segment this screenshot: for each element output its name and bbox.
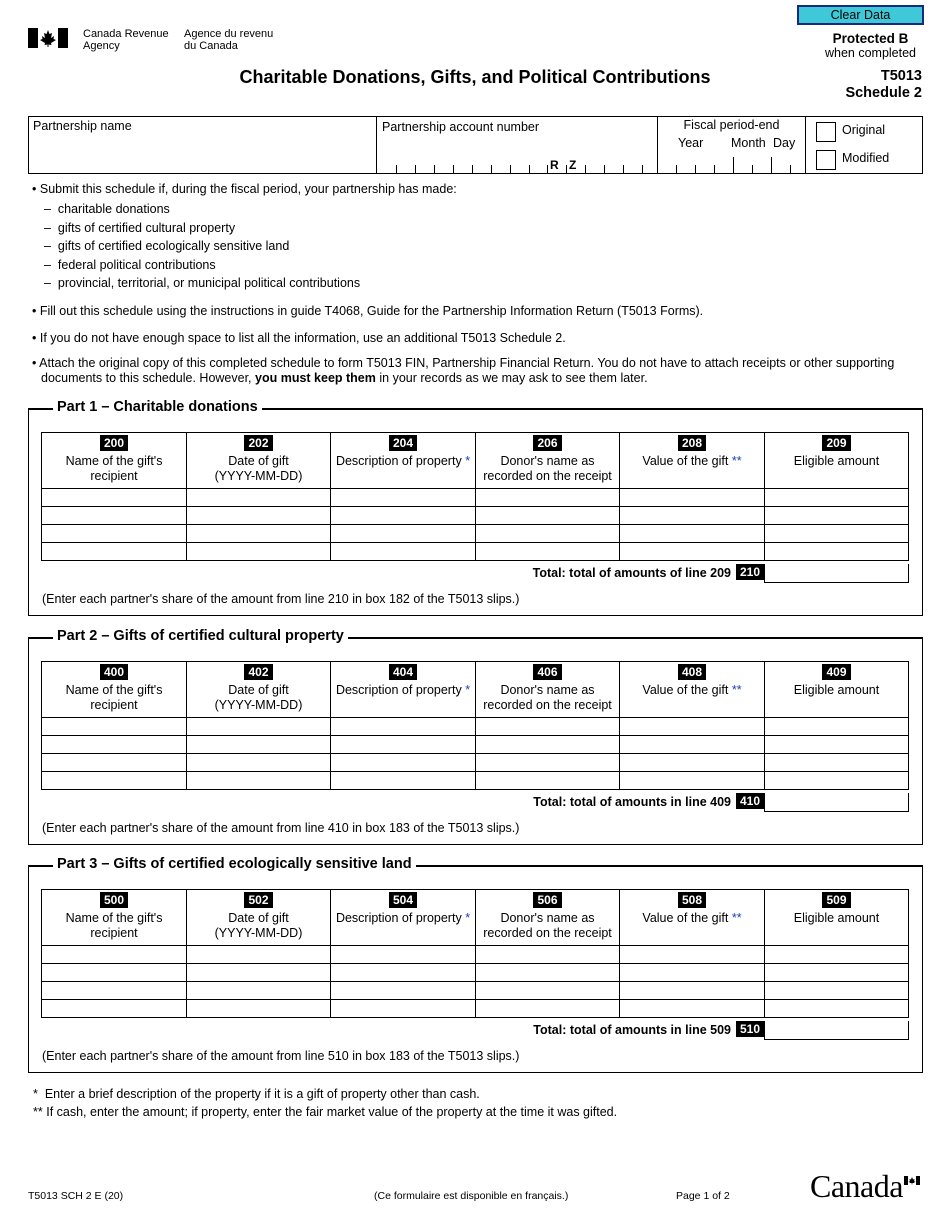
col-header-donor: 206 Donor's name as recorded on the receipt: [476, 433, 620, 489]
table-row: [42, 543, 909, 561]
input-cell[interactable]: [476, 982, 620, 1000]
instruction-item: – federal political contributions: [44, 257, 216, 272]
instruction-item: – gifts of certified cultural property: [44, 220, 236, 235]
original-checkbox[interactable]: [816, 122, 836, 142]
input-cell[interactable]: [187, 543, 331, 561]
page-number: Page 1 of 2: [676, 1190, 730, 1202]
line-code: 506: [533, 892, 561, 908]
part2-total-label: Total: total of amounts in line 409: [533, 795, 731, 809]
page-title: Charitable Donations, Gifts, and Political Contributions: [239, 67, 711, 87]
input-cell[interactable]: [187, 1000, 331, 1018]
modified-checkbox[interactable]: [816, 150, 836, 170]
input-cell[interactable]: [187, 736, 331, 754]
part3-total-label: Total: total of amounts in line 509: [533, 1023, 731, 1037]
instruction-item: – charitable donations: [44, 202, 170, 216]
input-cell[interactable]: [620, 1000, 765, 1018]
line-code: 509: [822, 892, 850, 908]
table-row: [42, 1000, 909, 1018]
table-row: [42, 964, 909, 982]
part1-total-field[interactable]: [764, 564, 909, 583]
input-cell[interactable]: [476, 543, 620, 561]
input-cell[interactable]: [765, 982, 909, 1000]
form-code: T5013: [880, 68, 922, 84]
input-cell[interactable]: [765, 507, 909, 525]
form-code-footer: T5013 SCH 2 E (20): [28, 1190, 124, 1202]
input-cell[interactable]: [620, 489, 765, 507]
input-cell[interactable]: [620, 718, 765, 736]
input-cell[interactable]: [620, 772, 765, 790]
input-cell[interactable]: [620, 754, 765, 772]
col-header-date: 402 Date of gift (YYYY-MM-DD): [187, 662, 331, 718]
input-cell[interactable]: [620, 946, 765, 964]
footnote-2: ** If cash, enter the amount; if property, enter the fair market value of the property at the time it was gifted.: [33, 1105, 618, 1119]
part1-table: [41, 432, 909, 561]
input-cell[interactable]: [42, 507, 187, 525]
col-header-donor: 406 Donor's name as recorded on the receipt: [476, 662, 620, 718]
footnote-1: * Enter a brief description of the property if it is a gift of property other than cash.: [33, 1087, 480, 1101]
col-header-eligible: 409 Eligible amount: [765, 662, 909, 718]
input-cell[interactable]: [476, 754, 620, 772]
input-cell[interactable]: [620, 736, 765, 754]
input-cell[interactable]: [476, 964, 620, 982]
part3-note: (Enter each partner's share of the amount from line 510 in box 183 of the T5013 slips.): [42, 1049, 520, 1063]
instruction-guide: • Fill out this schedule using the instructions in guide T4068, Guide for the Partnership Information Return (T5013 Forms).: [32, 303, 704, 318]
col-header-recipient: 200 Name of the gift's recipient: [42, 433, 187, 489]
input-cell[interactable]: [331, 982, 476, 1000]
input-cell[interactable]: [42, 946, 187, 964]
input-cell[interactable]: [331, 1000, 476, 1018]
partnership-name-label: Partnership name: [33, 119, 132, 133]
input-cell[interactable]: [42, 525, 187, 543]
modified-label: Modified: [842, 151, 890, 165]
input-cell[interactable]: [331, 489, 476, 507]
col-header-donor: 506 Donor's name as recorded on the receipt: [476, 890, 620, 946]
part2-table: [41, 661, 909, 790]
input-cell[interactable]: [187, 946, 331, 964]
input-cell[interactable]: [331, 507, 476, 525]
line-code-410: 410: [736, 793, 764, 809]
table-row: [42, 772, 909, 790]
input-cell[interactable]: [331, 525, 476, 543]
fiscal-day-label: Day: [773, 136, 796, 150]
schedule-label: Schedule 2: [845, 85, 922, 101]
col-header-eligible: 209 Eligible amount: [765, 433, 909, 489]
col-header-recipient: 400 Name of the gift's recipient: [42, 662, 187, 718]
input-cell[interactable]: [476, 525, 620, 543]
line-code-210: 210: [736, 564, 764, 580]
account-number-label: Partnership account number: [382, 120, 540, 134]
line-code: 504: [389, 892, 417, 908]
agency-name-fr-2: du Canada: [184, 40, 238, 52]
input-cell[interactable]: [42, 736, 187, 754]
input-cell[interactable]: [42, 489, 187, 507]
input-cell[interactable]: [187, 754, 331, 772]
input-cell[interactable]: [476, 736, 620, 754]
input-cell[interactable]: [765, 736, 909, 754]
instruction-attach: • Attach the original copy of this completed schedule to form T5013 FIN, Partnership Financial Return. You do not have to attach receipts or other supporting documents to this schedule. However, you must keep them in your records as we may ask to see them later.: [32, 355, 895, 385]
part1-title: Part 1 – Charitable donations: [53, 399, 262, 415]
part3-title: Part 3 – Gifts of certified ecologically sensitive land: [53, 856, 416, 872]
input-cell[interactable]: [331, 772, 476, 790]
input-cell[interactable]: [42, 754, 187, 772]
input-cell[interactable]: [765, 964, 909, 982]
instruction-item: – gifts of certified ecologically sensitive land: [44, 239, 290, 253]
instruction-space: • If you do not have enough space to list all the information, use an additional T5013 Schedule 2.: [32, 330, 566, 345]
input-cell[interactable]: [620, 543, 765, 561]
canada-flag-logo: [28, 28, 68, 48]
line-code: 200: [100, 435, 128, 451]
input-cell[interactable]: [187, 718, 331, 736]
input-cell[interactable]: [42, 1000, 187, 1018]
col-header-description: 404 Description of property *: [331, 662, 476, 718]
part2-title: Part 2 – Gifts of certified cultural property: [53, 628, 348, 644]
col-header-date: 202 Date of gift (YYYY-MM-DD): [187, 433, 331, 489]
input-cell[interactable]: [765, 543, 909, 561]
line-code: 204: [389, 435, 417, 451]
original-label: Original: [842, 123, 886, 137]
line-code: 202: [244, 435, 272, 451]
col-header-value: 408 Value of the gift **: [620, 662, 765, 718]
col-header-recipient: 500 Name of the gift's recipient: [42, 890, 187, 946]
input-cell[interactable]: [476, 489, 620, 507]
table-row: [42, 489, 909, 507]
input-cell[interactable]: [187, 525, 331, 543]
col-header-date: 502 Date of gift (YYYY-MM-DD): [187, 890, 331, 946]
line-code: 508: [678, 892, 706, 908]
rz-letter-r: R: [550, 158, 559, 172]
line-code: 209: [822, 435, 850, 451]
input-cell[interactable]: [765, 525, 909, 543]
fiscal-year-label: Year: [678, 136, 704, 150]
input-cell[interactable]: [187, 507, 331, 525]
input-cell[interactable]: [42, 718, 187, 736]
table-row: [42, 754, 909, 772]
col-header-eligible: 509 Eligible amount: [765, 890, 909, 946]
input-cell[interactable]: [331, 736, 476, 754]
line-code: 406: [533, 664, 561, 680]
agency-name-en-1: Canada Revenue: [83, 28, 169, 40]
line-code: 404: [389, 664, 417, 680]
input-cell[interactable]: [620, 964, 765, 982]
part3-total-field[interactable]: [764, 1021, 909, 1040]
part1-total-label: Total: total of amounts of line 209: [532, 566, 731, 580]
input-cell[interactable]: [331, 946, 476, 964]
table-row: [42, 525, 909, 543]
agency-name-en-2: Agency: [83, 40, 120, 52]
input-cell[interactable]: [476, 946, 620, 964]
line-code-510: 510: [736, 1021, 764, 1037]
table-row: [42, 982, 909, 1000]
input-cell[interactable]: [42, 543, 187, 561]
input-cell[interactable]: [331, 964, 476, 982]
line-code: 208: [678, 435, 706, 451]
part1-note: (Enter each partner's share of the amount from line 210 in box 182 of the T5013 slips.): [42, 592, 520, 606]
rz-letter-z: Z: [569, 158, 577, 172]
line-code: 206: [533, 435, 561, 451]
input-cell[interactable]: [187, 982, 331, 1000]
col-header-value: 208 Value of the gift **: [620, 433, 765, 489]
line-code: 502: [244, 892, 272, 908]
french-availability: (Ce formulaire est disponible en français.): [374, 1190, 569, 1202]
line-code: 400: [100, 664, 128, 680]
partnership-name-field[interactable]: [29, 117, 377, 173]
col-header-value: 508 Value of the gift **: [620, 890, 765, 946]
instruction-intro: • Submit this schedule if, during the fiscal period, your partnership has made:: [32, 182, 457, 196]
input-cell[interactable]: [765, 946, 909, 964]
part2-total-field[interactable]: [764, 793, 909, 812]
line-code: 500: [100, 892, 128, 908]
input-cell[interactable]: [187, 489, 331, 507]
table-row: [42, 507, 909, 525]
fiscal-month-label: Month: [731, 136, 766, 150]
line-code: 402: [244, 664, 272, 680]
input-cell[interactable]: [620, 525, 765, 543]
instruction-item: – provincial, territorial, or municipal political contributions: [44, 276, 361, 290]
input-cell[interactable]: [476, 1000, 620, 1018]
part2-note: (Enter each partner's share of the amount from line 410 in box 183 of the T5013 slips.): [42, 821, 520, 835]
line-code: 408: [678, 664, 706, 680]
col-header-description: 504 Description of property *: [331, 890, 476, 946]
input-cell[interactable]: [187, 964, 331, 982]
canada-wordmark: Canada: [810, 1168, 903, 1204]
protected-label: Protected B: [832, 31, 909, 46]
input-cell[interactable]: [765, 489, 909, 507]
part3-table: [41, 889, 909, 1018]
wordmark-flag-icon: [904, 1172, 920, 1181]
input-cell[interactable]: [476, 718, 620, 736]
id-section: [28, 116, 923, 174]
input-cell[interactable]: [187, 772, 331, 790]
input-cell[interactable]: [331, 718, 476, 736]
input-cell[interactable]: [331, 543, 476, 561]
fiscal-period-field[interactable]: [658, 117, 806, 173]
input-cell[interactable]: [765, 772, 909, 790]
input-cell[interactable]: [620, 507, 765, 525]
fiscal-period-label: Fiscal period-end: [683, 118, 780, 132]
clear-data-button[interactable]: Clear Data: [797, 5, 924, 25]
input-cell[interactable]: [765, 718, 909, 736]
input-cell[interactable]: [331, 754, 476, 772]
line-code: 409: [822, 664, 850, 680]
input-cell[interactable]: [476, 772, 620, 790]
input-cell[interactable]: [42, 964, 187, 982]
table-row: [42, 946, 909, 964]
input-cell[interactable]: [765, 1000, 909, 1018]
input-cell[interactable]: [620, 982, 765, 1000]
input-cell[interactable]: [42, 772, 187, 790]
input-cell[interactable]: [476, 507, 620, 525]
protected-sub: when completed: [824, 46, 916, 60]
col-header-description: 204 Description of property *: [331, 433, 476, 489]
instructions: [32, 180, 912, 386]
input-cell[interactable]: [42, 982, 187, 1000]
table-row: [42, 736, 909, 754]
table-row: [42, 718, 909, 736]
account-number-field[interactable]: [377, 117, 658, 173]
input-cell[interactable]: [765, 754, 909, 772]
agency-name-fr-1: Agence du revenu: [184, 28, 274, 40]
